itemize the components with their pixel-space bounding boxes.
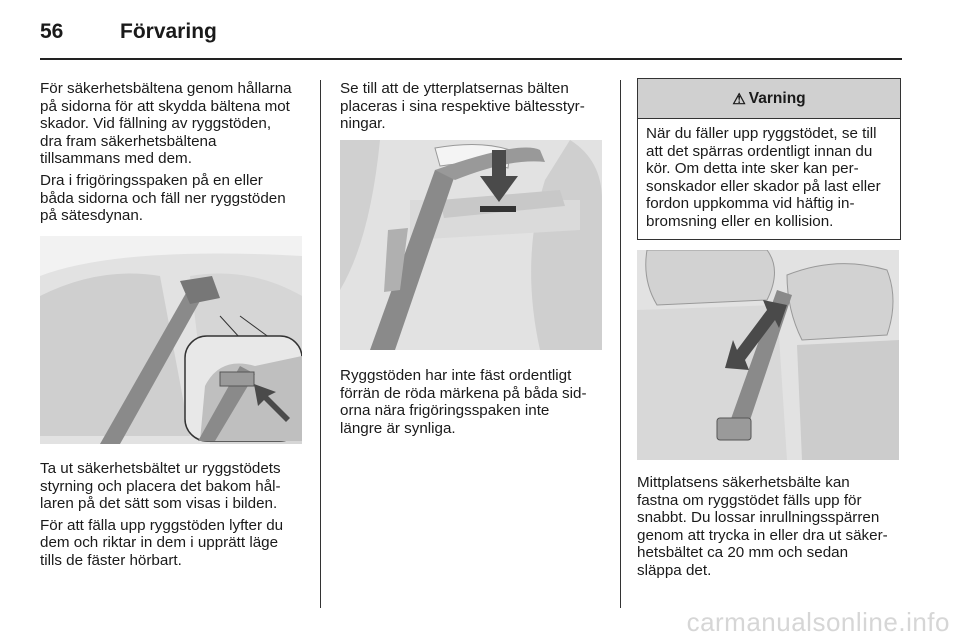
column-middle-lower (340, 367, 608, 441)
page-title: Förvaring (120, 20, 217, 43)
warning-text: När du fäller upp ryggstödet, se till att det spärras ordentligt innan du kör. Om detta inte sker kan per- sonskador eller skador på last eller fordon uppkomma vid häftig in- bromsning eller en kollision. (646, 125, 881, 230)
paragraph: Mittplatsens säkerhetsbälte kan fastna om ryggstödet fälls upp för snabbt. Du lossar inrullningsspärren genom att trycka in eller dra ut säker- hetsbältet ca 20 mm och sedan släppa det. (637, 474, 888, 579)
warning-box (637, 78, 901, 240)
warning-triangle-icon: ⚠ (732, 90, 746, 108)
paragraph: Ta ut säkerhetsbältet ur ryggstödets styrning och placera det bakom hål- laren på det sätt som visas i bilden. (40, 460, 281, 513)
warning-header (638, 79, 900, 119)
column-left (40, 80, 308, 229)
column-divider (620, 80, 621, 608)
paragraph: Se till att de ytterplatsernas bälten placeras i sina respektive bältesstyr- ningar. (340, 80, 585, 133)
page-header (40, 18, 900, 58)
page-number: 56 (40, 20, 64, 43)
column-middle (340, 80, 608, 137)
illustration-belt-holder (40, 236, 302, 444)
column-divider (320, 80, 321, 608)
illustration-center-belt (637, 250, 899, 460)
column-right-lower (637, 474, 901, 584)
paragraph: För att fälla upp ryggstöden lyfter du dem och riktar in dem i upprätt läge tills de fäster hörbart. (40, 516, 284, 569)
watermark: carmanualsonline.info (686, 607, 950, 637)
illustration-belt-guide (340, 140, 602, 350)
paragraph: Ryggstöden har inte fäst ordentligt förrän de röda märkena på båda sid- orna nära frigöringsspaken inte längre är synliga. (340, 367, 587, 437)
header-divider (40, 58, 902, 60)
warning-title: Varning (748, 89, 806, 107)
column-left-lower (40, 460, 308, 574)
paragraph: För säkerhetsbältena genom hållarna på sidorna för att skydda bältena mot skador. Vid fällning av ryggstöden, dra fram säkerhetsbältena tillsammans med dem. (40, 80, 292, 168)
paragraph: Dra i frigöringsspaken på en eller båda sidorna och fäll ner ryggstöden på sätesdynan. (40, 171, 286, 225)
